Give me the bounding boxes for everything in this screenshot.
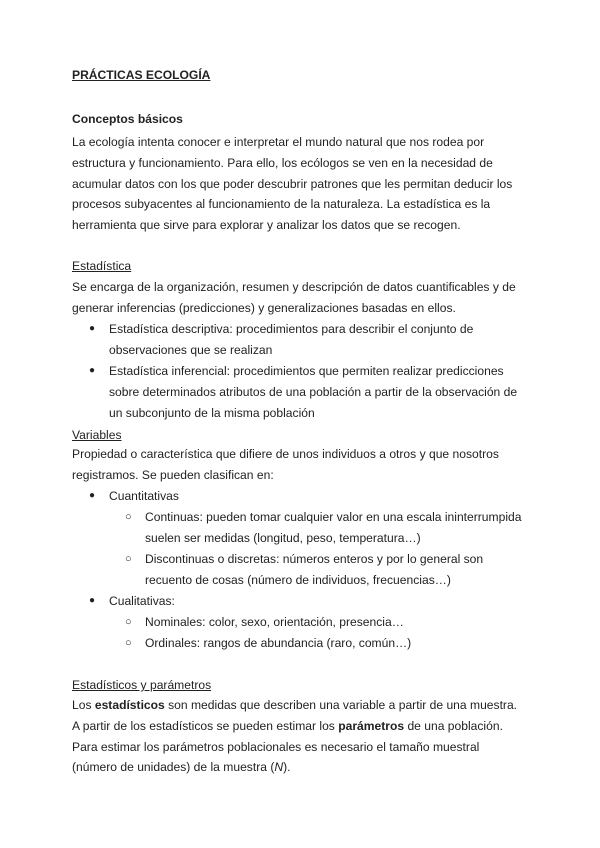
text-run: son medidas que describen una variable a partir de una muestra. — [164, 698, 518, 712]
list-item-estadistica-inferencial — [89, 361, 549, 423]
paragraph-line — [72, 695, 532, 716]
paragraph-line: Se encarga de la organización, resumen y descripción de datos cuantificables y de — [72, 280, 516, 294]
text-run: (número de unidades) de la muestra ( — [72, 760, 275, 775]
list-item-line: Cualitativas: — [109, 594, 175, 608]
paragraph-line: registramos. Se pueden clasifican en: — [72, 467, 274, 482]
list-item-ordinales — [125, 633, 585, 654]
paragraph-line: acumular datos con los que poder descubrir patrones que les permitan deducir los — [72, 176, 513, 191]
italic-symbol-n: N — [274, 760, 284, 775]
list-item-cuantitativas — [89, 486, 549, 507]
list-item-line: Cuantitativas — [109, 489, 179, 503]
heading-conceptos-basicos: Conceptos básicos — [72, 112, 183, 126]
paragraph-line — [72, 716, 532, 737]
list-item-nominales — [125, 612, 585, 633]
list-item-estadistica-descriptiva — [89, 319, 549, 361]
list-item-line: sobre determinados atributos de una población a partir de la observación de — [109, 384, 518, 399]
paragraph-line: Para estimar los parámetros poblacionales es necesario el tamaño muestral — [72, 739, 480, 754]
list-item-line: un subconjunto de la misma población — [109, 405, 315, 420]
list-item-continuas — [125, 507, 585, 549]
paragraph-line: generar inferencias (predicciones) y generalizaciones basadas en ellos. — [72, 300, 456, 315]
paragraph-conceptos — [72, 132, 532, 236]
text-run: de una población. — [404, 718, 503, 733]
bullet-icon: ● — [89, 365, 96, 376]
paragraph-line: procesos subyacentes al funcionamiento de la naturaleza. La estadística es la — [72, 197, 491, 212]
bullet-icon: ● — [89, 595, 96, 606]
text-run: A partir de los estadísticos se pueden estimar los — [72, 718, 339, 733]
page-title: PRÁCTICAS ECOLOGÍA — [72, 68, 211, 82]
paragraph-line — [72, 757, 532, 778]
bullet-icon: ● — [89, 323, 96, 334]
heading-estadistica: Estadística — [72, 259, 132, 273]
paragraph-line: herramienta que sirve para explorar y analizar los datos que se recogen. — [72, 218, 461, 233]
list-item-cualitativas — [89, 591, 549, 612]
paragraph-estadisticos — [72, 695, 532, 778]
text-run: Los — [72, 698, 95, 712]
text-run: ). — [283, 760, 291, 775]
ring-bullet-icon: ○ — [125, 616, 132, 628]
paragraph-line: La ecología intenta conocer e interpretar el mundo natural que nos rodea por — [72, 135, 485, 149]
list-item-discontinuas — [125, 549, 585, 591]
bold-term-parametros: parámetros — [338, 718, 405, 733]
bold-term-estadisticos: estadísticos — [94, 698, 165, 712]
heading-estadisticos-parametros: Estadísticos y parámetros — [72, 678, 212, 692]
list-item-line: observaciones que se realizan — [109, 342, 273, 357]
bullet-icon: ● — [89, 490, 96, 501]
list-item-line: suelen ser medidas (longitud, peso, temperatura…) — [145, 530, 421, 545]
ring-bullet-icon: ○ — [125, 637, 132, 649]
list-item-line: Estadística inferencial: procedimientos que permiten realizar predicciones — [109, 364, 504, 378]
list-item-line: Discontinuas o discretas: números enteros y por lo general son — [145, 552, 484, 566]
list-item-line: Estadística descriptiva: procedimientos para describir el conjunto de — [109, 322, 474, 336]
ring-bullet-icon: ○ — [125, 511, 132, 523]
heading-variables: Variables — [72, 428, 122, 442]
list-item-line: Nominales: color, sexo, orientación, presencia… — [145, 615, 404, 629]
paragraph-estadistica — [72, 277, 532, 319]
list-item-line: Continuas: pueden tomar cualquier valor en una escala ininterrumpida — [145, 510, 522, 524]
paragraph-variables — [72, 444, 532, 486]
paragraph-line: Propiedad o característica que difiere de unos individuos a otros y que nosotros — [72, 447, 499, 461]
list-item-line: Ordinales: rangos de abundancia (raro, común…) — [145, 636, 412, 650]
ring-bullet-icon: ○ — [125, 553, 132, 565]
paragraph-line: estructura y funcionamiento. Para ello, los ecólogos se ven en la necesidad de — [72, 155, 493, 170]
list-item-line: recuento de cosas (número de individuos, frecuencias…) — [145, 572, 451, 587]
